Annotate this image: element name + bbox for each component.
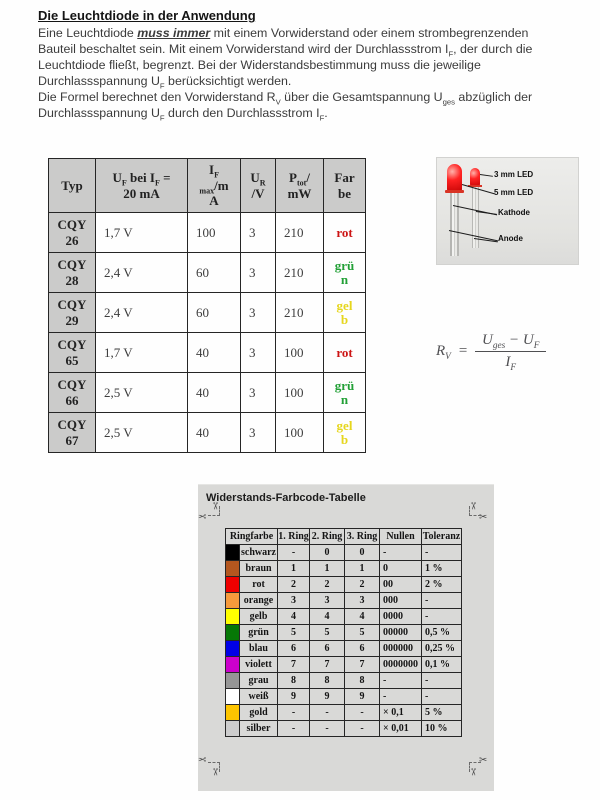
led-cell-farbe: gel b: [324, 413, 366, 453]
colorcode-cell-name: weiß: [240, 689, 278, 705]
colorcode-col-header: Toleranz: [422, 529, 462, 545]
color-swatch: [226, 625, 240, 641]
intro-paragraph: Eine Leuchtdiode muss immer mit einem Vorwiderstand oder einem strombegrenzenden Bauteil beschaltet sein. Mit einem Vorwiderstand wird der Durchlassstrom $I_F$, der durch die Leuchtdiode fließt, begrenzt. Bei der Widerstandsbestimmung muss die jeweilige Durchlassspannung $U_F$ berücksichtigt werden. Die Formel berechnet den Vorwiderstand $R_V$ über die Gesamtspannung $U_{ges}$ abzüglich der Durchlassspannung $U_F$ durch den Durchlassstrom $I_F$.: [38, 26, 533, 123]
led-cell-ptot: 210: [276, 253, 324, 293]
led-cell-ur: 3: [241, 373, 276, 413]
colorcode-cell-ring2: 8: [310, 673, 345, 689]
colorcode-cell-ring3: 8: [345, 673, 380, 689]
led-col-header: $P_{tot}/$ mW: [276, 159, 324, 213]
colorcode-cell-ring2: 0: [310, 545, 345, 561]
colorcode-cell-ring2: -: [310, 705, 345, 721]
led-cell-typ: CQY 26: [49, 213, 96, 253]
scissors-crop-mark-icon: ✂ ✂: [198, 501, 221, 523]
colorcode-cell-ring3: 3: [345, 593, 380, 609]
led-photo: [437, 158, 578, 264]
colorcode-cell-ring2: 9: [310, 689, 345, 705]
colorcode-cell-nullen: 000000: [380, 641, 422, 657]
led-cell-uf: 1,7 V: [96, 333, 188, 373]
colorcode-cell-ring1: 2: [278, 577, 310, 593]
led-cell-ur: 3: [241, 253, 276, 293]
led-cell-farbe: grü n: [324, 373, 366, 413]
colorcode-cell-toleranz: -: [422, 545, 462, 561]
led-5mm-legs: [450, 193, 459, 256]
led-cell-ur: 3: [241, 413, 276, 453]
colorcode-cell-ring3: 4: [345, 609, 380, 625]
colorcode-cell-nullen: -: [380, 673, 422, 689]
pointer-line: [476, 211, 497, 215]
led-cell-uf: 2,4 V: [96, 293, 188, 333]
led-col-header: $U_R$ /V: [241, 159, 276, 213]
colorcode-row: [226, 641, 462, 657]
colorcode-cell-ring2: 1: [310, 561, 345, 577]
colorcode-header-row: [226, 529, 462, 545]
scissors-crop-mark-icon: ✂ ✂: [467, 501, 488, 523]
color-swatch: [226, 721, 240, 737]
colorcode-cell-name: grün: [240, 625, 278, 641]
colorcode-cell-ring1: 6: [278, 641, 310, 657]
colorcode-cell-name: silber: [240, 721, 278, 737]
colorcode-cell-ring1: 4: [278, 609, 310, 625]
led-cell-typ: CQY 65: [49, 333, 96, 373]
color-swatch: [226, 673, 240, 689]
led-table-row: [49, 413, 366, 453]
led-cell-ur: 3: [241, 293, 276, 333]
colorcode-body: [226, 545, 462, 737]
led-cell-typ: CQY 29: [49, 293, 96, 333]
colorcode-row: [226, 609, 462, 625]
color-swatch: [226, 577, 240, 593]
colorcode-cell-ring3: 9: [345, 689, 380, 705]
colorcode-cell-toleranz: 2 %: [422, 577, 462, 593]
colorcode-cell-nullen: -: [380, 689, 422, 705]
colorcode-table: [225, 528, 462, 737]
led-cell-typ: CQY 28: [49, 253, 96, 293]
colorcode-cell-ring1: -: [278, 721, 310, 737]
colorcode-row: [226, 721, 462, 737]
led-cell-farbe: rot: [324, 213, 366, 253]
colorcode-row: [226, 593, 462, 609]
colorcode-cell-nullen: 00: [380, 577, 422, 593]
color-swatch: [226, 641, 240, 657]
colorcode-cell-nullen: 0: [380, 561, 422, 577]
colorcode-cell-ring2: 6: [310, 641, 345, 657]
formula-denominator: $I_F$: [505, 354, 517, 373]
colorcode-cell-ring1: 8: [278, 673, 310, 689]
led-cell-if_max: 40: [188, 333, 241, 373]
colorcode-col-header: Nullen: [380, 529, 422, 545]
colorcode-cell-ring3: -: [345, 705, 380, 721]
led-col-header: Typ: [49, 159, 96, 213]
colorcode-cell-ring3: -: [345, 721, 380, 737]
formula-numerator: $U_{ges} - U_F$: [475, 332, 546, 352]
colorcode-cell-ring1: 1: [278, 561, 310, 577]
led-table-body: [49, 213, 366, 453]
colorcode-cell-name: rot: [240, 577, 278, 593]
colorcode-cell-ring3: 0: [345, 545, 380, 561]
color-swatch: [226, 593, 240, 609]
colorcode-col-header: 3. Ring: [345, 529, 380, 545]
colorcode-cell-toleranz: -: [422, 689, 462, 705]
colorcode-cell-ring3: 7: [345, 657, 380, 673]
colorcode-cell-toleranz: 0,25 %: [422, 641, 462, 657]
led-cell-typ: CQY 67: [49, 413, 96, 453]
colorcode-cell-name: schwarz: [240, 545, 278, 561]
led-table-row: [49, 293, 366, 333]
colorcode-cell-ring3: 5: [345, 625, 380, 641]
colorcode-cell-toleranz: 0,5 %: [422, 625, 462, 641]
colorcode-row: [226, 561, 462, 577]
color-swatch: [226, 609, 240, 625]
colorcode-cell-nullen: 00000: [380, 625, 422, 641]
led-cell-ptot: 100: [276, 333, 324, 373]
led-col-header: Far be: [324, 159, 366, 213]
led-table-row: [49, 373, 366, 413]
colorcode-cell-ring3: 1: [345, 561, 380, 577]
colorcode-cell-nullen: -: [380, 545, 422, 561]
led-col-header: $I_F$ $_{max}$/m A: [188, 159, 241, 213]
colorcode-cell-nullen: 0000: [380, 609, 422, 625]
colorcode-cell-name: gelb: [240, 609, 278, 625]
label-anode: Anode: [498, 234, 523, 243]
colorcode-cell-nullen: × 0,1: [380, 705, 422, 721]
colorcode-cell-toleranz: -: [422, 673, 462, 689]
colorcode-row: [226, 689, 462, 705]
led-table-row: [49, 253, 366, 293]
led-5mm-body: [447, 164, 462, 191]
color-swatch: [226, 689, 240, 705]
colorcode-cell-ring1: -: [278, 545, 310, 561]
colorcode-row: [226, 577, 462, 593]
led-table-header-row: [49, 159, 366, 213]
colorcode-panel: [198, 484, 494, 791]
colorcode-cell-ring2: 4: [310, 609, 345, 625]
color-swatch: [226, 545, 240, 561]
led-cell-ptot: 210: [276, 213, 324, 253]
led-cell-farbe: rot: [324, 333, 366, 373]
led-table-row: [49, 333, 366, 373]
colorcode-cell-toleranz: 10 %: [422, 721, 462, 737]
colorcode-cell-ring1: 9: [278, 689, 310, 705]
colorcode-col-header: 1. Ring: [278, 529, 310, 545]
colorcode-cell-ring1: 7: [278, 657, 310, 673]
led-cell-if_max: 100: [188, 213, 241, 253]
colorcode-cell-toleranz: -: [422, 609, 462, 625]
color-swatch: [226, 561, 240, 577]
colorcode-cell-toleranz: 1 %: [422, 561, 462, 577]
colorcode-cell-ring3: 6: [345, 641, 380, 657]
colorcode-cell-name: violett: [240, 657, 278, 673]
led-spec-table: [48, 158, 366, 453]
led-cell-farbe: gel b: [324, 293, 366, 333]
label-kathode: Kathode: [498, 208, 530, 217]
pointer-line: [480, 174, 493, 177]
led-cell-ptot: 210: [276, 293, 324, 333]
led-cell-ptot: 100: [276, 373, 324, 413]
colorcode-cell-ring1: 3: [278, 593, 310, 609]
formula-equals: =: [457, 343, 468, 359]
led-cell-ur: 3: [241, 213, 276, 253]
colorcode-cell-toleranz: 5 %: [422, 705, 462, 721]
colorcode-row: [226, 673, 462, 689]
page-title: Die Leuchtdiode in der Anwendung: [38, 8, 256, 23]
resistor-formula: [436, 332, 546, 371]
colorcode-cell-nullen: 0000000: [380, 657, 422, 673]
formula-fraction: [475, 332, 546, 371]
colorcode-cell-toleranz: -: [422, 593, 462, 609]
colorcode-cell-name: blau: [240, 641, 278, 657]
label-5mm-led: 5 mm LED: [494, 188, 534, 197]
colorcode-row: [226, 657, 462, 673]
label-3mm-led: 3 mm LED: [494, 170, 534, 179]
colorcode-cell-toleranz: 0,1 %: [422, 657, 462, 673]
colorcode-cell-ring1: 5: [278, 625, 310, 641]
colorcode-cell-name: orange: [240, 593, 278, 609]
formula-lhs: $R_V$: [436, 343, 451, 362]
led-cell-uf: 2,4 V: [96, 253, 188, 293]
led-cell-ptot: 100: [276, 413, 324, 453]
colorcode-cell-ring2: -: [310, 721, 345, 737]
colorcode-cell-ring2: 3: [310, 593, 345, 609]
colorcode-cell-ring2: 2: [310, 577, 345, 593]
scissors-crop-mark-icon: ✂ ✂: [467, 755, 488, 777]
colorcode-col-header: Ringfarbe: [226, 529, 278, 545]
colorcode-cell-name: gold: [240, 705, 278, 721]
color-swatch: [226, 705, 240, 721]
led-3mm-body: [470, 168, 480, 186]
led-cell-if_max: 40: [188, 413, 241, 453]
led-cell-ur: 3: [241, 333, 276, 373]
colorcode-row: [226, 545, 462, 561]
colorcode-cell-ring3: 2: [345, 577, 380, 593]
led-cell-uf: 1,7 V: [96, 213, 188, 253]
colorcode-cell-ring2: 5: [310, 625, 345, 641]
led-cell-if_max: 40: [188, 373, 241, 413]
colorcode-cell-ring2: 7: [310, 657, 345, 673]
colorcode-cell-ring1: -: [278, 705, 310, 721]
led-cell-uf: 2,5 V: [96, 413, 188, 453]
colorcode-cell-nullen: × 0,01: [380, 721, 422, 737]
led-cell-if_max: 60: [188, 293, 241, 333]
colorcode-row: [226, 705, 462, 721]
led-cell-if_max: 60: [188, 253, 241, 293]
scissors-crop-mark-icon: ✂ ✂: [198, 755, 221, 777]
colorcode-cell-name: grau: [240, 673, 278, 689]
led-cell-uf: 2,5 V: [96, 373, 188, 413]
colorcode-title: Widerstands-Farbcode-Tabelle: [206, 492, 366, 504]
colorcode-row: [226, 625, 462, 641]
colorcode-col-header: 2. Ring: [310, 529, 345, 545]
led-table-row: [49, 213, 366, 253]
colorcode-cell-name: braun: [240, 561, 278, 577]
colorcode-cell-nullen: 000: [380, 593, 422, 609]
color-swatch: [226, 657, 240, 673]
led-cell-farbe: grü n: [324, 253, 366, 293]
led-col-header: $U_F$ bei $I_F$ = 20 mA: [96, 159, 188, 213]
led-cell-typ: CQY 66: [49, 373, 96, 413]
